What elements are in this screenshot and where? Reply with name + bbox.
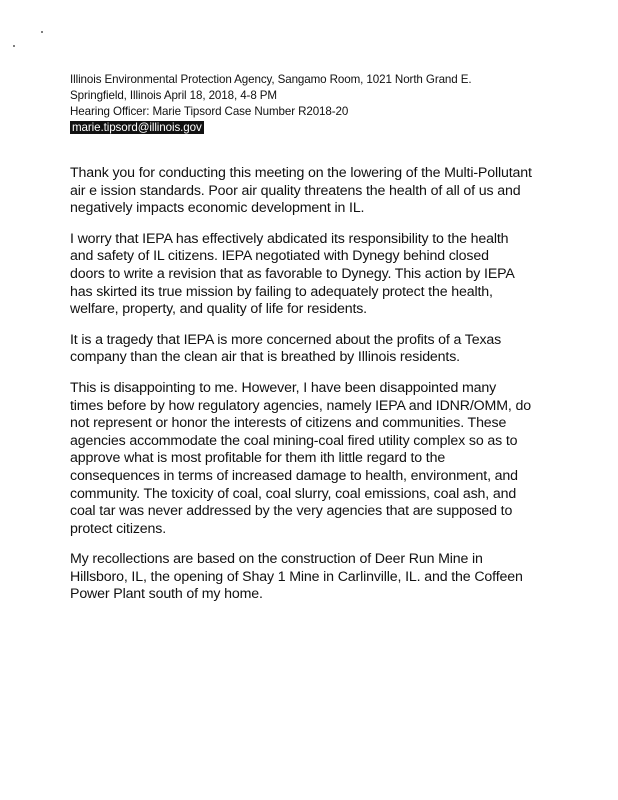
text-line: welfare, property, and quality of life for residents. [70,301,367,318]
text-line: Thank you for conducting this meeting on the lowering of the Multi-Pollutant [70,165,532,181]
text-line: negatively impacts economic development in IL. [70,200,365,217]
email-link[interactable]: marie.tipsord@illinois.gov [72,121,202,134]
text-line: It is a tragedy that IEPA is more concerned about the profits of a Texas [70,331,502,348]
paragraph-tragedy [70,332,548,367]
text-line: approve what is most profitable for them ith little regard to the [70,450,446,467]
text-line: times before by how regulatory agencies, namely IEPA and IDNR/OMM, do [70,397,531,414]
text-line: air e ission standards. Poor air quality threatens the health of all of us and [70,182,521,199]
paragraph-concern [70,231,548,319]
paragraph-recollections [70,551,548,604]
text-line: has skirted its true mission by failing to adequately protect the health, [70,283,493,300]
text-line: community. The toxicity of coal, coal slurry, coal emissions, coal ash, and [70,485,517,502]
text-line: Hillsboro, IL, the opening of Shay 1 Mine in Carlinville, IL. and the Coffeen [70,568,523,585]
text-line: doors to write a revision that as favorable to Dynegy. This action by IEPA [70,265,515,282]
letter-body [70,165,548,604]
scan-speck [41,31,43,33]
text-line: not represent or honor the interests of citizens and communities. These [70,415,507,432]
text-line: This is disappointing to me. However, I have been disappointed many [70,379,497,396]
text-line: agencies accommodate the coal mining-coal fired utility complex so as to [70,432,518,449]
scan-speck [13,45,15,47]
text-line: protect citizens. [70,520,167,537]
text-line: company than the clean air that is breathed by Illinois residents. [70,349,460,366]
text-line: My recollections are based on the construction of Deer Run Mine in [70,551,483,568]
paragraph-thanks [70,165,548,218]
header-hearing-officer: Hearing Officer: Marie Tipsord Case Number R2018-20 [70,105,349,118]
text-line: I worry that IEPA has effectively abdicated its responsibility to the health [70,230,509,247]
text-line: coal tar was never addressed by the very agencies that are supposed to [70,503,513,520]
text-line: Power Plant south of my home. [70,586,263,603]
text-line: consequences in terms of increased damage to health, environment, and [70,467,518,484]
header-venue: Illinois Environmental Protection Agency, Sangamo Room, 1021 North Grand E. [70,73,472,86]
letter-header [70,72,590,136]
text-line: and safety of IL citizens. IEPA negotiated with Dynegy behind closed [70,248,489,265]
header-date: Springfield, Illinois April 18, 2018, 4-8 PM [70,89,277,102]
paragraph-disappointment [70,380,548,538]
